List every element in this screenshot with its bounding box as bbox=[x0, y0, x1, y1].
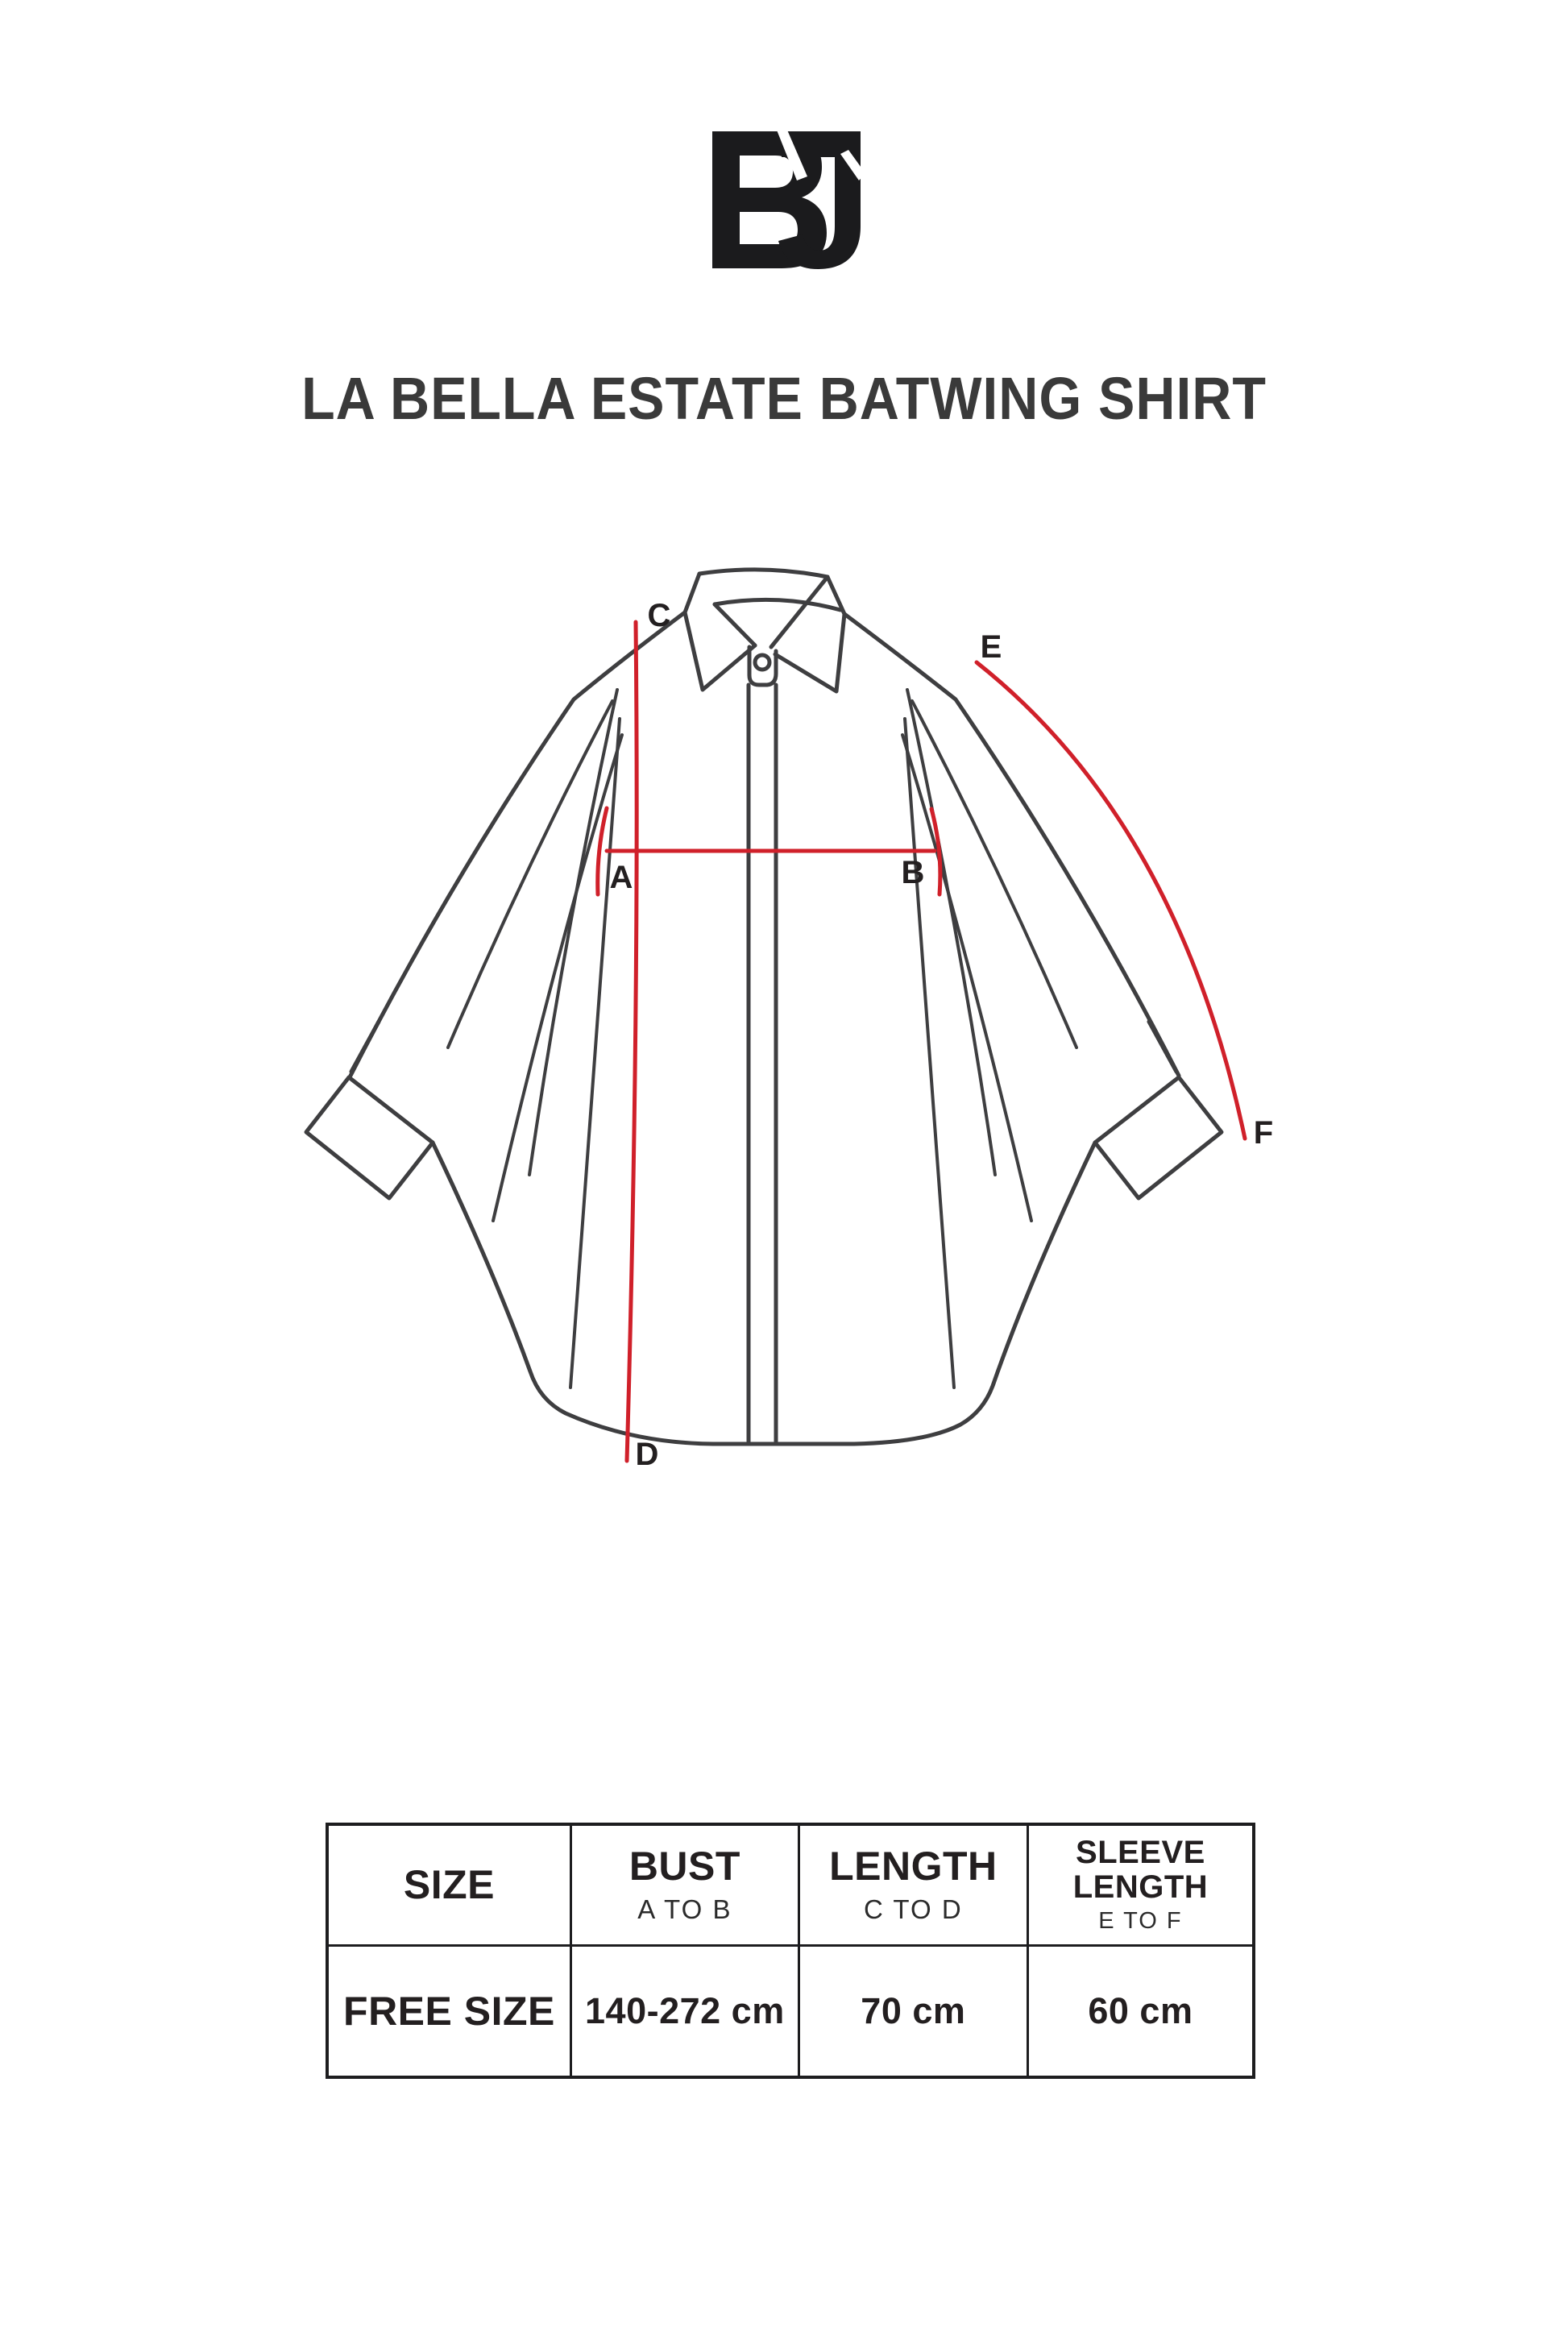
header-bust-sub: A TO B bbox=[637, 1894, 732, 1925]
fold-line bbox=[570, 719, 620, 1388]
length-line-c-d bbox=[627, 622, 637, 1461]
cell-size-value: FREE SIZE bbox=[327, 1945, 570, 2077]
label-d: D bbox=[635, 1437, 659, 1472]
header-sleeve-length-title: SLEEVE LENGTH bbox=[1072, 1834, 1209, 1905]
fold-line bbox=[448, 701, 612, 1047]
label-c: C bbox=[647, 598, 671, 633]
label-f: F bbox=[1253, 1115, 1274, 1151]
collar-button bbox=[755, 655, 769, 670]
cell-bust-value: 140-272 cm bbox=[570, 1945, 799, 2077]
collar-band-left bbox=[685, 574, 699, 612]
fold-line bbox=[905, 719, 954, 1388]
page-title: LA BELLA ESTATE BATWING SHIRT bbox=[301, 365, 1267, 432]
header-length-title: LENGTH bbox=[829, 1844, 998, 1889]
shirt-measurement-diagram bbox=[242, 516, 1326, 1531]
body-hem bbox=[433, 1143, 1095, 1444]
header-size-title: SIZE bbox=[403, 1862, 496, 1908]
sleeve-line-e-f bbox=[977, 662, 1245, 1139]
fold-lines bbox=[448, 690, 1076, 1388]
size-table bbox=[326, 1823, 1255, 2079]
button-housing bbox=[749, 647, 776, 685]
sleeve-right-outer-edge bbox=[844, 614, 1179, 1076]
cuff-right bbox=[1095, 1077, 1222, 1198]
cell-sleeve-length-value: 60 cm bbox=[1027, 1945, 1254, 2077]
size-table-data-row bbox=[327, 1945, 1254, 2077]
cuff-left-tick bbox=[351, 1022, 379, 1072]
cell-length-value: 70 cm bbox=[799, 1945, 1027, 2077]
shirt-outline bbox=[306, 570, 1222, 1444]
collar-left-leaf bbox=[685, 612, 755, 690]
collar-left-fold bbox=[715, 604, 755, 645]
header-bust bbox=[570, 1824, 799, 1945]
fold-line bbox=[912, 701, 1076, 1047]
brand-logo-icon bbox=[707, 131, 861, 269]
header-size bbox=[327, 1824, 570, 1945]
label-a: A bbox=[609, 860, 633, 895]
size-table-header-row bbox=[327, 1824, 1254, 1945]
collar-inner-arc bbox=[715, 599, 840, 610]
label-e: E bbox=[980, 629, 1002, 665]
label-b: B bbox=[901, 855, 925, 890]
collar-right-leaf bbox=[775, 614, 844, 691]
header-length-sub: C TO D bbox=[864, 1894, 963, 1925]
cuff-left bbox=[306, 1077, 433, 1198]
header-sleeve-length bbox=[1027, 1824, 1254, 1945]
header-sleeve-length-sub: E TO F bbox=[1098, 1907, 1183, 1934]
measurement-labels bbox=[610, 598, 1274, 1472]
collar-band-top bbox=[699, 570, 828, 577]
header-length bbox=[799, 1824, 1027, 1945]
collar-right-diagonal bbox=[771, 577, 828, 647]
cuff-right-tick bbox=[1149, 1022, 1176, 1072]
header-bust-title: BUST bbox=[628, 1844, 740, 1889]
